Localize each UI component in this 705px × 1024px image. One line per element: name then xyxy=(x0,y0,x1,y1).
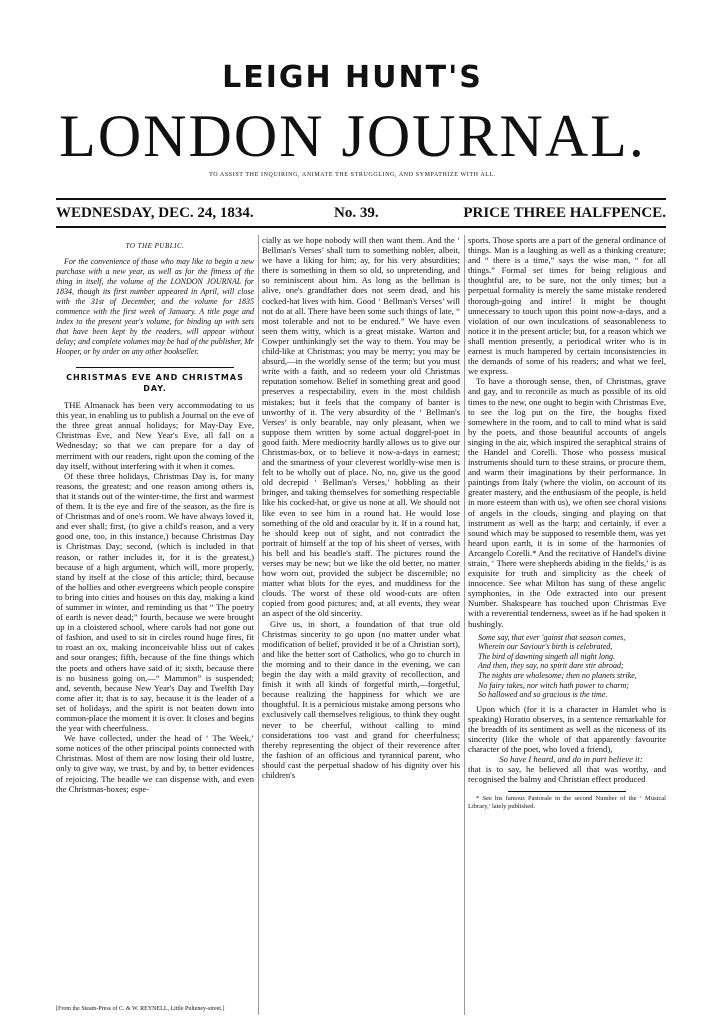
masthead-tagline: TO ASSIST THE INQUIRING, ANIMATE THE STRUGGLING, AND SYMPATHIZE WITH ALL. xyxy=(209,172,496,178)
article-paragraph: Upon which (for it is a character in Hamlet who is speaking) Horatio observes, in a sentence remarkable for the breadth of its sentiment as well as the niceness of its sincerity (like the whole of that apparently favourite character of the poet, who loved a friend), xyxy=(468,703,666,755)
verse-line: The bird of dawning singeth all night long. xyxy=(478,651,616,661)
article-heading: CHRISTMAS EVE AND CHRISTMAS DAY. xyxy=(66,373,244,394)
article-paragraph: that is to say, he believed all that was worthy, and recognised the balmy and Christian effect produced xyxy=(468,764,666,785)
article-paragraph: Give us, in short, a foundation of that true old Christmas sincerity to go upon (no matter under what modification of belief, provided it be of a Christian sort), and like the better sort of Catholics, who go to church in the morning and to their dance in the evening, we can begin the day with a mild gravity of recollection, and finish it with all kinds of forgetful mirth,—forgetful, because realizing the happiness for which we are thoughtful. It is a pernicious mistake among persons who exclusively call themselves religious, to think they ought never to be cheerful, without calling to mind considerations too vast and grand for cheerfulness; thereby representing the object of their reverence after the fashion of an officious and tyrannical parent, who should cast the perpetual shadow of his dignity over his children's xyxy=(262,618,460,780)
verse-line: Wherein our Saviour's birth is celebrated, xyxy=(478,642,613,652)
verse-line: And then, they say, no spirit dare stir abroad; xyxy=(478,661,624,671)
article-paragraph: sports. Those sports are a part of the general ordinance of things. Man is a laughing as well as a thinking creature; and “ there is a time,” says the wise man, “ for all things.” Formal set times for being religious and thoughtful are, to be sure, not the only times; but a perpetual formality is merely the same mistake rendered thorough-going and intire! It might be thought unnecessary to touch upon this point now-a-days, and a violation of our own inculcations of seasonableness to notice it in the present article; but, for a reason which we shall mention presently, a periodical writer who is in earnest is much hampered by certain inconsistencies in the demands of some of his readers; and what we feel, we express. xyxy=(468,235,666,377)
article-paragraph: THE Almanack has been very accommodating to us this year, in enabling us to publish a Journal on the eve of the three great annual holidays; for May-Day Eve, Christmas Eve, and New Year's Eve, all fall on a Wednesday; so that we can prepare for a day of merriment with our readers, right upon the coming of the day itself, without interfering with it when it comes. xyxy=(56,400,254,471)
notice-heading: TO THE PUBLIC. xyxy=(125,242,185,250)
masthead-title-line2: LONDON JOURNAL. xyxy=(59,103,646,169)
printer-imprint: [From the Steam-Press of C. & W. REYNELL, Little Pulteney-street.] xyxy=(56,1006,225,1012)
top-rule xyxy=(56,198,666,200)
quoted-line: So have I heard, and do in part believe it: xyxy=(499,754,643,765)
column-2 xyxy=(262,235,460,1015)
issue-price: PRICE THREE HALFPENCE. xyxy=(463,205,666,221)
verse-quotation xyxy=(478,633,666,700)
article-rule xyxy=(76,367,234,368)
issue-number: No. 39. xyxy=(334,205,379,221)
column-3 xyxy=(468,235,666,1015)
columns xyxy=(56,235,666,1020)
footnote-rule xyxy=(508,791,626,792)
footnote: * See his famous Pastorale in the second Number of the ‘ Musical Library,’ lately published. xyxy=(468,794,666,810)
notice-text: For the convenience of those who may like to begin a new purchase with a new year, as well as for the fitness of the thing in itself, the volume of the LONDON JOURNAL for 1834, though its first number appeared in April, will close with the 31st of December, and the volume for 1835 commence with the first week of January. A title page and index to the present year's volume, for binding up with sets that have been kept by the readers, will appear without delay; and complete volumes may be had of the publisher, Mr Hooper, or by order on any other bookseller. xyxy=(56,257,254,357)
dateline xyxy=(56,205,666,227)
article-paragraph: To have a thorough sense, then, of Christmas, grave and gay, and to reconcile as much as possible of its old times to the new, one ought to begin with Christmas Eve, to see the log put on the fire, the boughs fixed somewhere in the room, and to call to mind what is said by the poets, and those beautiful accounts of angels singing in the air, which inspired the seraphical strains of the Handel and Corelli. Those who possess musical instruments should turn to these strains, or procure them, and warm their imaginations by their performance. In paintings from Italy (where the violin, on account of its greater mastery, and the enthusiasm of the people, is held in more esteem than with us), we often see choral visions of angels in the clouds, singing and playing on that instrument as well as the harp; and certainly, if ever a sound which may be supposed to resemble them, was yet heard upon earth, it is in some of the harmonies of Arcangelo Corelli.* And the recitative of Handel's divine strain, ‘ There were shepherds abiding in the fields,’ is as exquisite for truth and simplicity as the cheek of innocence. See what Milton has sung of these angelic symphonies, in the Ode extracted into our present Number. Shakspeare has touched upon Christmas Eve with a reverential tenderness, sweet as if he had spoken it hushingly. xyxy=(468,376,666,629)
verse-line: The nights are wholesome; then no planets strike, xyxy=(478,671,637,681)
article-paragraph: cially as we hope nobody will then want them. And the ‘ Bellman's Verses’ shall turn to something nobler, albeit, we have a liking for him; ay, for his very absurdities; there is something in them so old, so unpretending, and so reminiscent about him. As long as the bellman is alive, one's grandfather does not seem dead, and his cocked-hat lives with him. Good ‘ Bellman's Verses’ will not do at all. There have been some such things of late, “ most tolerable and not to be endured.” We have even seen them witty, which is a great mistake. Warton and Cowper unthinkingly set the way to them. You may be child-like at Christmas; you may be merry; you may be absurd,—in the worldly sense of the term; but you must write with a faith, and so redeem your old Christmas reputation somehow. Belief in something great and good preserves a respectability, even in the most childish mistakes; but it feels that the company of banter is unworthy of it. The very absurdity of the ‘ Bellman's Verses’ is only bearable, nay only pleasant, when we suppose them written by some actual doggrel-poet in good faith. Mere mediocrity hardly allows us to give our Christmas-box, or to believe it now-a-days in earnest; and the smartness of your cleverest worldly-wise men is felt to be wholly out of place. No, no, give us the good old decrepid ‘ Bellman's Verses,’ hobbling as their bringer, and taking themselves for something respectable like his cocked-hat, or give us none at all. We should not like even to see him in a round hat. He would lose something of the old and oracular by it. If in a round hat, he should keep out of sight, and not contradict the portrait of himself at the top of his sheet of verses, with his bell and his beadle's staff. The pictures round the verses may be new; but we like the old better, no matter how worn out, provided the subject be discernible; no matter what blots for the eyes, and muddiness for the clouds. The worst of these old wood-cuts are often copied from good pictures; and, at all events, they wear an aspect of the old sincerity. xyxy=(262,235,460,619)
column-divider xyxy=(258,235,259,1015)
masthead-title-line1: LEIGH HUNT'S xyxy=(222,60,483,95)
issue-date: WEDNESDAY, DEC. 24, 1834. xyxy=(56,205,254,221)
verse-line: No fairy takes, nor witch hath power to charm; xyxy=(478,680,629,690)
article-paragraph: We have collected, under the head of ‘ The Week,’ some notices of the other principal points connected with Christmas. Most of them are now losing their old lustre, only to give way, we trust, by and by, to better evidences of rejoicing. The beadle we can dispense with, and even the Christmas-boxes; espe- xyxy=(56,733,254,794)
verse-line: Some say, that ever 'gainst that season comes, xyxy=(478,632,626,642)
column-divider xyxy=(464,235,465,1015)
article-paragraph: Of these three holidays, Christmas Day is, for many reasons, the greatest; and one reason among others is, that it stands out of the winter-time, the first and warmest of them. It is the eye and fire of the season, as the fire is of Christmas and of one's room. We have always loved it, and ever shall; first, (to give a child's reason, and a very good one, too, in this instance,) because Christmas Day is Christmas Day; second, (which is included in that reason, or rather includes it, for it is the greatest,) because of a high argument, which will, more properly, stand by itself at the close of this article; third, because of the hollies and other evergreens which people conspire to bring into cities and houses on this day, making a kind of summer in winter, and reminding us that “ The poetry of earth is never dead;” fourth, because we were brought up in a cloistered school, where carols had not gone out of fashion, and used to sit in circles round huge fires, fit to roast an ox, making inconceivable bliss out of cakes and sour oranges; fifth, because of the fine things which the poets and others have said of it; sixth, because there is no business going on,—“ Mammon” is suspended; and, seventh, because New Year's Day and Twelfth Day come after it; that is to say, because it is the leader of a set of holidays, and the spirit is not beaten down into common-place the moment it is over. It closes and begins the year with cheerfulness. xyxy=(56,470,254,734)
column-1 xyxy=(56,235,254,1015)
verse-line: So hallowed and so gracious is the time. xyxy=(478,690,608,700)
bottom-rule xyxy=(56,226,666,228)
